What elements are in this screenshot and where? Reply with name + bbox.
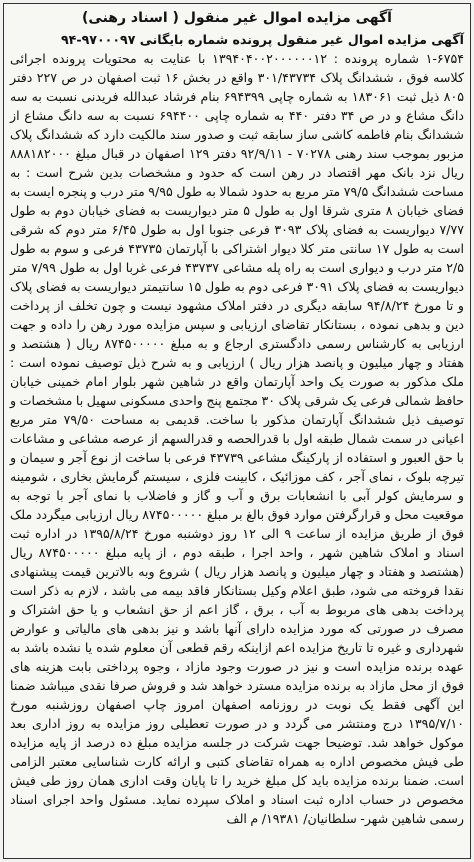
notice-title: آگهی مزایده اموال غیر منقول ( اسناد رهنی) <box>82 10 392 26</box>
auction-notice <box>3 3 471 859</box>
notice-body: ۱-۶۷۵۴ شماره پرونده : ۱۳۹۴۰۴۰۰۲۰۰۰۰۰۰۱۲ با عنایت به محتویات پرونده اجرائی کلاسه فوق ، ششدانگ پلاک ۳۰۱/۴۳۷۳۴ واقع در بخش ۱۶ ثبت اصفهان در ص ۲۲۷ دفتر ۸۰۵ ذیل ثبت ۱۸۳۰۶۱ به شماره چاپی ۶۹۴۳۹۹ بنام فرشاد عبدالله فریدنی نسبت به سه دانگ مشاع و در ص ۳۴ دفتر ۴۴۰ به شماره چاپی ۶۹۴۴۰۰ نسبت به سه دانگ مشاع از ششدانگ بنام فاطمه کاشی ساز سابقه ثبت و صدور سند مالکیت دارد که ششدانگ پلاک مزبور بموجب سند رهنی ۷۰۲۷۸ - ۹۲/۹/۱۱ دفتر ۱۲۹ اصفهان در قبال مبلغ ۸۸۸۱۸۲۰۰۰ ریال نزد بانک مهر اقتصاد در رهن است که حدود و مشخصات بدین شرح است : به مساحت ششدانگ ۷۹/۵ متر مربع به حدود شمالا به طول ۹/۹۵ متر درب و پنجره ایست به فضای خیابان ۸ متری شرقا اول به طول ۵ متر دیواریست به فضای خیابان دوم به طول ۷/۷۷ دیواریست به فضای پلاک ۳۰۹۳ فرعی جنوبا اول به طول ۶/۴۵ متر دوم که شرقی است به طول ۱۷ سانتی متر کلا دیوار اشتراکی با آپارتمان ۴۳۷۳۵ فرعی و سوم به طول ۲/۵ متر درب و دیواری است به راه پله مشاعی ۴۳۷۳۷ فرعی غربا اول به طول ۷/۹۹ متر دیواریست به فضای پلاک ۳۰۹۱ فرعی دوم به طول ۱۵ سانتیمتر دیواریست به فضای پلاک و تا مورخ ۹۴/۸/۲۴ سابقه دیگری در دفتر املاک مشهود نیست و چون تخلف از پرداخت دین و بدهی نموده ، بستانکار تقاضای ارزیابی و سپس مزایده مورد رهن را داده و جهت ارزیابی به کارشناس رسمی دادگستری ارجاع و به مبلغ ۸۷۴۵۰۰۰۰۰ ریال ( هشتصد و هفتاد و چهار میلیون و پانصد هزار ریال ) ارزیابی و به شرح ذیل توصیف نموده است : ملک مذکور به صورت یک واحد آپارتمان واقع در شاهین شهر بلوار امام خمینی خیابان حافظ شمالی فرعی یک شرقی پلاک ۳۰ مجتمع پنج واحدی مسکونی سهیل با مشخصات و توصیف ذیل ششدانگ آپارتمان مذکور با ساخت. قدیمی به مساحت ۷۹/۵۰ متر مربع اعیانی در سمت شمال طبقه اول با قدرالحصه و قدرالسهم از عرصه مشاعی و مشاعات با حق العبور و استفاده از پارکینگ مشاعی ۴۳۷۳۹ فرعی با ساخت از نوع آجر و سیمان و تیرچه بلوک ، نمای آجر ، کف موزائیک ، کابینت فلزی ، سیستم گرمایش بخاری ، شومینه و سرمایش کولر آبی با انشعابات برق و آب و گاز و فاضلاب با نمای آجر با توجه به موقعیت محل و قرارگرفتن موارد فوق بالغ بر مبلغ ۸۷۴۵۰۰۰۰۰ ریال ارزیابی میگردد ملک فوق از طریق مزایده از ساعت ۹ الی ۱۲ روز دوشنبه مورخ ۱۳۹۵/۸/۲۴ در اداره ثبت اسناد و املاک شاهین شهر ، واحد اجرا ، طبقه دوم ، از پایه مبلغ ۸۷۴۵۰۰۰۰۰ ریال (هشتصد و هفتاد و چهار میلیون و پانصد هزار ریال ) شروع وبه بالاترین قیمت پیشنهادی نقدا فروخته می شود، طبق اعلام وکیل بستانکار فاقد بیمه می باشد ، لازم به ذکر است پرداخت بدهی های مربوط به آب ، برق ، گاز اعم از حق انشعاب و یا حق اشتراک و مصرف در صورتی که مورد مزایده دارای آنها باشد و نیز بدهی های مالیاتی و عوارض شهرداری و غیره تا تاریخ مزایده اعم ازاینکه رقم قطعی آن معلوم شده یا نشده باشد به عهده برنده مزایده است و نیز در صورت وجود مازاد ، وجوه پرداختی بابت هزینه های فوق از محل مازاد به برنده مزایده مسترد خواهد شد و فروش صرفا نقدی میباشد ضمنا این آگهی فقط یک نوبت در روزنامه اصفهان امروز چاپ اصفهان روزشنبه مورخ ۱۳۹۵/۷/۱۰ درج ومنتشر می گردد و در صورت تعطیلی روز مزایده به روز اداری بعد موکول خواهد شد. توضیحا جهت شرکت در جلسه مزایده مبلغ ده درصد از پایه مزایده طی فیش مخصوص اداره به همراه تقاضای کتبی و ارائه کارت شناسایی معتبر الزامی است. ضمنا برنده مزایده باید کل مبلغ خرید را تا پایان وقت اداری همان روز طی فیش مخصوص در حساب اداره ثبت اسناد و املاک سپرده نماید. مسئول واحد اجرای اسناد رسمی شاهین شهر- سلطانیان/ ۱۹۳۸۱/ م الف <box>10 51 465 826</box>
notice-subtitle: آگهی مزایده اموال غیر منقول پرونده شماره بایگانی ۹۷۰۰۰۹۷-۹۴ <box>60 32 464 47</box>
